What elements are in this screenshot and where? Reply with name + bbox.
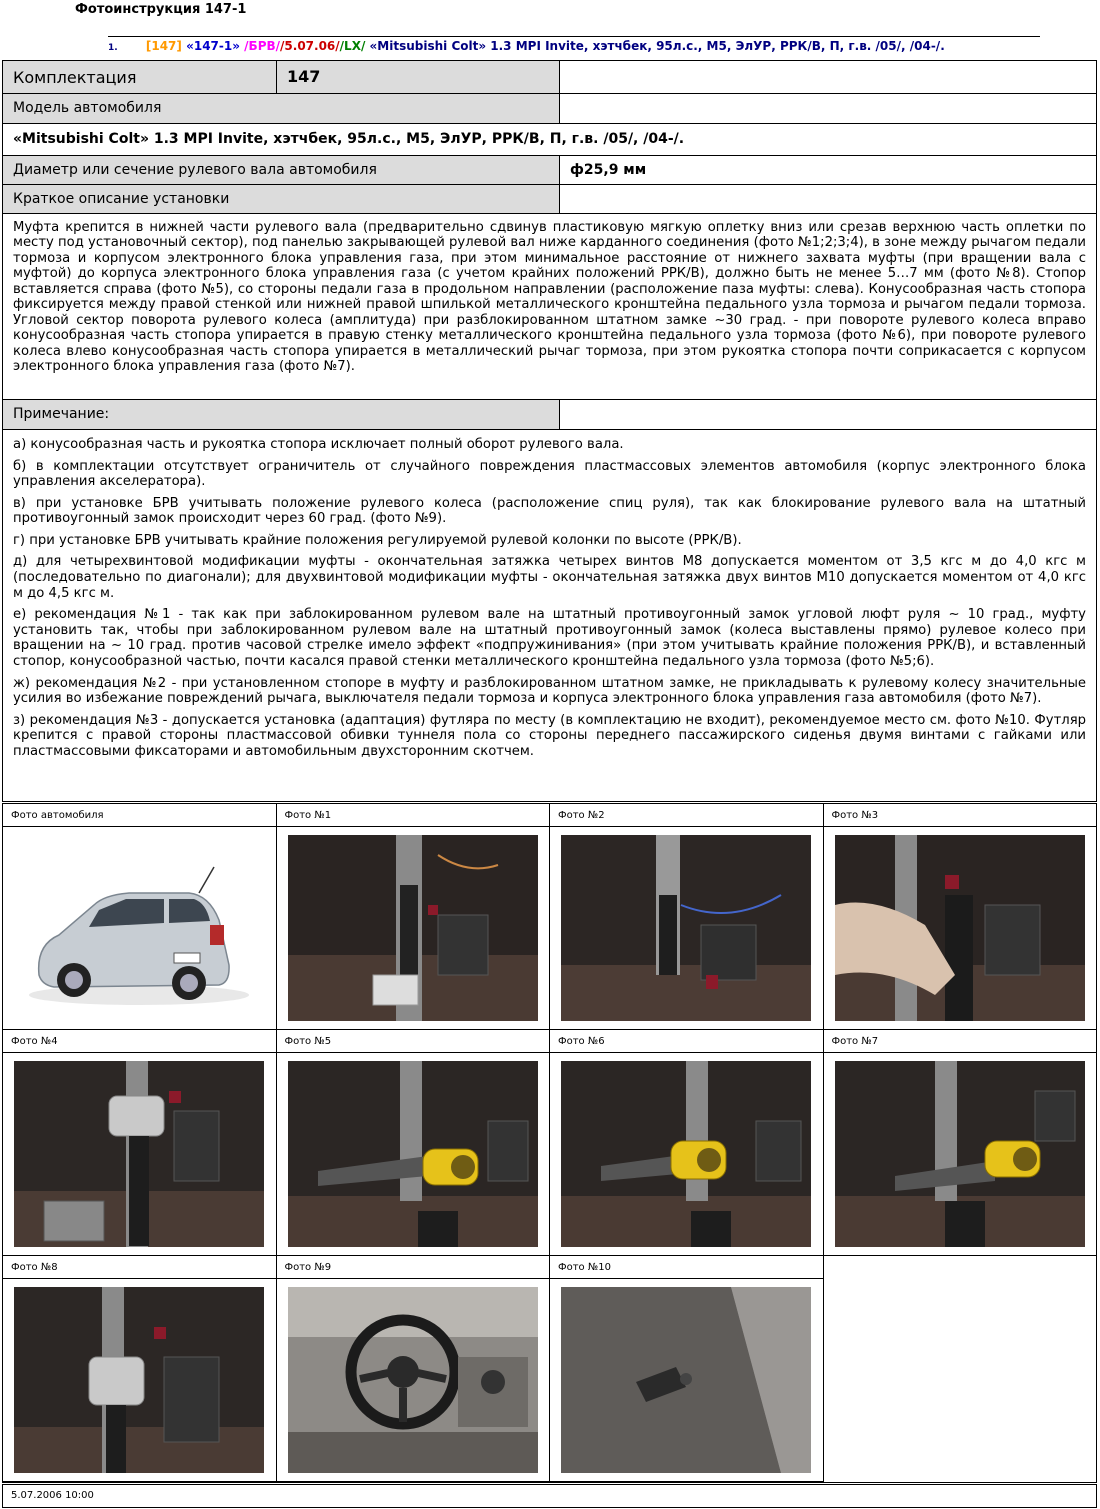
photo-label: Фото автомобиля xyxy=(3,804,276,827)
photo-cell xyxy=(277,1030,551,1256)
footer-timestamp: 5.07.2006 10:00 xyxy=(2,1484,1097,1508)
kit-value: 147 xyxy=(277,61,560,93)
install-photo-5 xyxy=(288,1061,538,1247)
photo-label: Фото №9 xyxy=(277,1256,550,1279)
notes-list xyxy=(3,430,1096,801)
diameter-value: ф25,9 мм xyxy=(570,162,647,178)
photo-cell xyxy=(277,804,551,1030)
photo-cell xyxy=(824,804,1097,1030)
photo-cell xyxy=(3,804,277,1030)
note-item: б) в комплектации отсутствует ограничитель от случайного повреждения пластмассовых элементов автомобиля (корпус электронного блока управления акселератора). xyxy=(13,458,1086,490)
kit-empty xyxy=(560,61,1096,93)
photo-label: Фото №1 xyxy=(277,804,550,827)
note-item: в) при установке БРВ учитывать положение рулевого колеса (расположение спиц руля), так как блокирование рулевого вала на штатный противоугонный замок происходит через 60 град. (фото №9). xyxy=(13,495,1086,527)
reference-type: /БРВ/ xyxy=(244,39,281,53)
description-text: Муфта крепится в нижней части рулевого вала (предварительно сдвинув пластиковую мягкую оплетку вниз или срезав верхнюю часть оплетки по месту под установочный сектор), под панелью закрывающей рулевой вал ниже карданного соединения (фото №1;2;3;4), в зоне между рычагом педали тормоза и корпусом электронного блока управления газа, при этом минимальное расстояние от нижнего захвата муфты (при вращении вала с муфтой) до корпуса электронного блока управления газа (с учетом крайних положений РРК/В), должно быть не менее 5…7 мм (фото №8). Стопор вставляется справа (фото №5), со стороны педали газа в продольном направлении (расположение паза муфты: слева). Конусообразная часть стопора фиксируется между правой стенкой или нижней правой шпилькой металлического кронштейна педального узла тормоза и рычагом педали тормоза. Угловой сектор поворота рулевого колеса (амплитуда) при разблокированном штатном замке ~30 град. - при повороте рулевого колеса вправо конусообразная часть стопора упирается в правую стенку металлического кронштейна педального узла тормоза (фото №6), при повороте рулевого колеса влево конусообразная часть стопора упирается в металлический рычаг тормоза, при этом рукоятка стопора почти соприкасается с корпусом электронного блока управления газа (фото №7). xyxy=(13,220,1086,374)
photo-label: Фото №2 xyxy=(550,804,823,827)
install-photo-8 xyxy=(14,1287,264,1473)
photo-cell xyxy=(824,1030,1097,1256)
photo-label: Фото №8 xyxy=(3,1256,276,1279)
notes-empty xyxy=(560,400,1096,429)
reference-number: 1. xyxy=(108,43,118,53)
install-photo-4 xyxy=(14,1061,264,1247)
header-divider xyxy=(108,36,1040,37)
description-empty xyxy=(560,185,1096,213)
note-item: г) при установке БРВ учитывать крайние положения регулируемой рулевой колонки по высоте (РРК/В). xyxy=(13,532,742,548)
install-photo-2 xyxy=(561,835,811,1021)
reference-car: «Mitsubishi Colt» 1.3 MPI Invite, хэтчбек, 95л.с., М5, ЭлУР, РРК/В, П, г.в. /05/, /04-/. xyxy=(369,39,945,53)
reference-date: /5.07.06/ xyxy=(280,39,340,53)
note-item: е) рекомендация №1 - так как при заблокированном рулевом вале на штатный противоугонный замок угловой люфт руля ~ 10 град., муфту установить так, чтобы при заблокированном рулевом вале на штатный противоугонный замок (колеса выставлены прямо) рулевое колесо при вращении на ~ 10 град. против часовой стрелке имело эффект «подпружинивания» (при этом учитывать крайние положения РРК/В), и вставленный стопор, конусообразной частью, почти касался правой стенки металлического кронштейна педального узла тормоза (фото №5;6). xyxy=(13,607,1086,669)
photo-label: Фото №5 xyxy=(277,1030,550,1053)
photo-label: Фото №7 xyxy=(824,1030,1097,1053)
note-item: д) для четырехвинтовой модификации муфты - окончательная затяжка четырех винтов М8 допускается моментом от 3,5 кгс м до 4,0 кгс м (последовательно по диагонали); для двухвинтовой модификации муфты - окончательная затяжка двух винтов М10 допускается моментом от 4,0 кгс м до 4,5 кгс м. xyxy=(13,554,1086,601)
reference-line xyxy=(108,39,945,53)
spec-table xyxy=(2,60,1097,802)
note-item: ж) рекомендация №2 - при установленном стопоре в муфту и разблокированном штатном замке, не прикладывать к рулевому колесу значительные усилия во избежание повреждений рычага, выключателя педали тормоза и корпуса электронного блока управления газа автомобиля (фото №7). xyxy=(13,675,1086,707)
reference-lx: /LX/ xyxy=(339,39,366,53)
car-photo xyxy=(14,835,264,1021)
photo-cell xyxy=(3,1030,277,1256)
photo-cell xyxy=(3,1256,277,1482)
photo-cell xyxy=(550,1030,824,1256)
note-item: а) конусообразная часть и рукоятка стопора исключает полный оборот рулевого вала. xyxy=(13,437,624,452)
photo-label: Фото №10 xyxy=(550,1256,823,1279)
photo-cell-empty xyxy=(824,1256,1097,1482)
photo-cell xyxy=(550,1256,824,1482)
kit-label: Комплектация xyxy=(3,61,277,93)
notes-label: Примечание: xyxy=(3,400,560,429)
model-empty xyxy=(560,94,1096,123)
photo-cell xyxy=(277,1256,551,1482)
install-photo-6 xyxy=(561,1061,811,1247)
install-photo-9 xyxy=(288,1287,538,1473)
model-label: Модель автомобиля xyxy=(3,94,560,123)
photo-label: Фото №4 xyxy=(3,1030,276,1053)
photo-grid xyxy=(2,803,1097,1483)
note-item: з) рекомендация №3 - допускается установка (адаптация) футляра по месту (в комплектацию не входит), рекомендуемое место см. фото №10. Футляр крепится с правой стороны пластмассовой обивки туннеля пола со стороны переднего пассажирского сиденья двумя винтами с гайками или пластмассовыми фиксаторами и автомобильным двухсторонним скотчем. xyxy=(13,712,1086,759)
reference-sub: «147-1» xyxy=(186,39,240,53)
install-photo-1 xyxy=(288,835,538,1021)
photo-label: Фото №6 xyxy=(550,1030,823,1053)
reference-code: [147] xyxy=(145,39,182,53)
diameter-label: Диаметр или сечение рулевого вала автомобиля xyxy=(3,156,560,184)
install-photo-7 xyxy=(835,1061,1085,1247)
photo-cell xyxy=(550,804,824,1030)
install-photo-3 xyxy=(835,835,1085,1021)
photo-label: Фото №3 xyxy=(824,804,1097,827)
description-label: Краткое описание установки xyxy=(3,185,560,213)
page-title: Фотоинструкция 147-1 xyxy=(75,2,247,17)
install-photo-10 xyxy=(561,1287,811,1473)
model-value: «Mitsubishi Colt» 1.3 MPI Invite, хэтчбек, 95л.с., М5, ЭлУР, РРК/В, П, г.в. /05/, /04-/. xyxy=(13,131,685,147)
